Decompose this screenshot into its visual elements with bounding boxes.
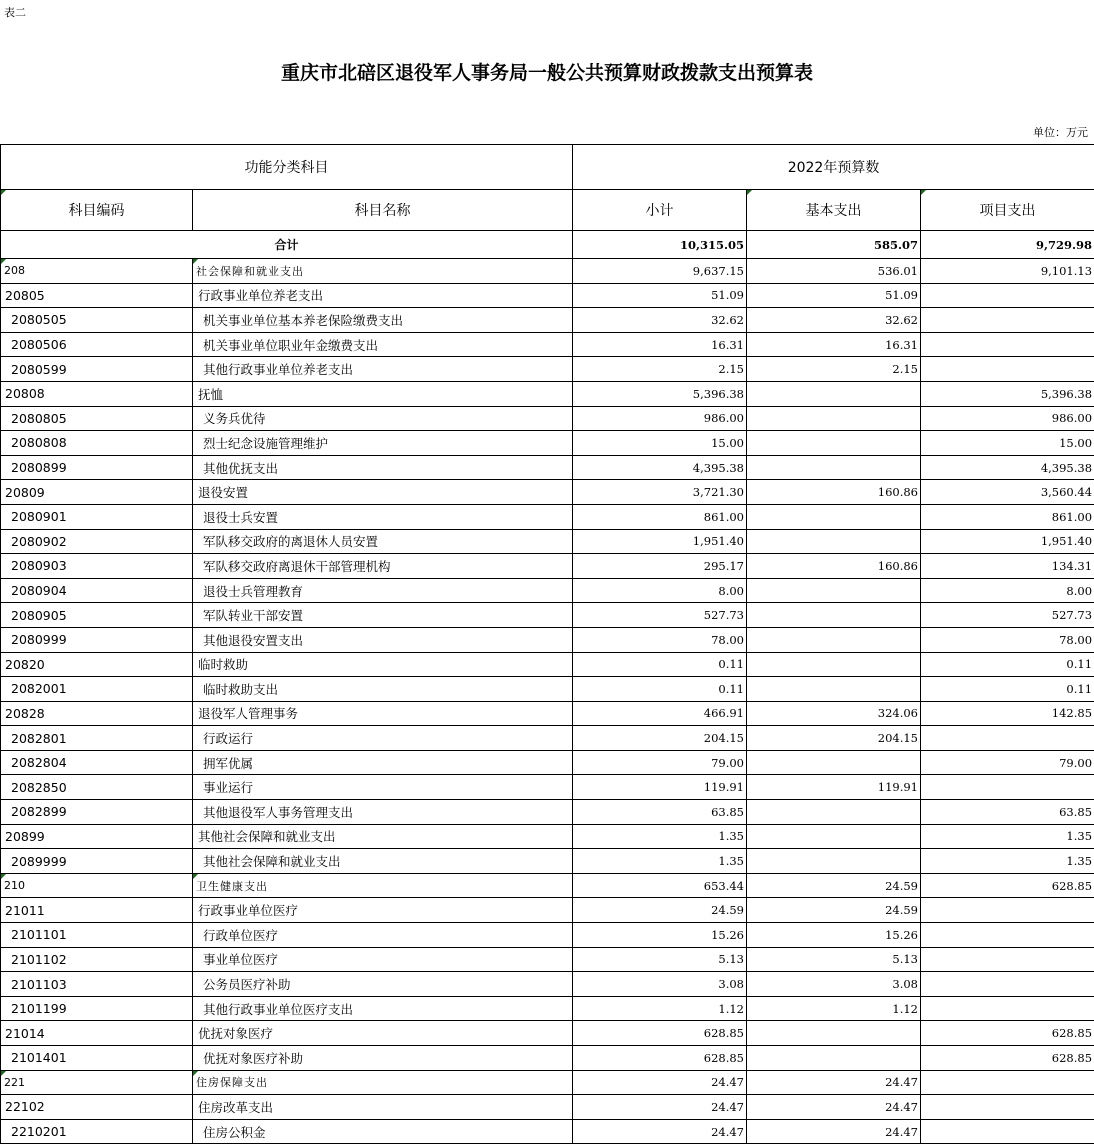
row-code: 221 [1, 1070, 193, 1095]
row-name: 临时救助 [193, 652, 573, 677]
row-basic: 24.47 [747, 1070, 921, 1095]
table-row [1, 504, 1094, 529]
table-row [1, 726, 1094, 751]
row-code: 210 [1, 873, 193, 898]
row-basic: 2.15 [747, 357, 921, 382]
row-basic: 3.08 [747, 972, 921, 997]
header-basic: 基本支出 [747, 190, 921, 231]
row-subtotal: 24.59 [573, 898, 747, 923]
row-basic [747, 578, 921, 603]
table-row [1, 381, 1094, 406]
row-name: 义务兵优待 [193, 406, 573, 431]
row-project: 8.00 [921, 578, 1094, 603]
table-row [1, 898, 1094, 923]
row-code: 2101199 [1, 996, 193, 1021]
row-basic [747, 677, 921, 702]
row-project: 63.85 [921, 800, 1094, 825]
row-name: 退役士兵安置 [193, 504, 573, 529]
row-project [921, 996, 1094, 1021]
row-project [921, 332, 1094, 357]
row-project [921, 1119, 1094, 1144]
row-code: 2101401 [1, 1046, 193, 1071]
header-project: 项目支出 [921, 190, 1094, 231]
row-subtotal: 1.35 [573, 849, 747, 874]
row-name: 其他行政事业单位医疗支出 [193, 996, 573, 1021]
row-subtotal: 4,395.38 [573, 455, 747, 480]
row-subtotal: 32.62 [573, 308, 747, 333]
row-name: 其他优抚支出 [193, 455, 573, 480]
table-row [1, 554, 1094, 579]
row-basic: 32.62 [747, 308, 921, 333]
row-code: 20899 [1, 824, 193, 849]
row-project: 5,396.38 [921, 381, 1094, 406]
row-name: 其他社会保障和就业支出 [193, 824, 573, 849]
row-code: 20828 [1, 701, 193, 726]
row-basic: 51.09 [747, 283, 921, 308]
table-row [1, 259, 1094, 284]
table-row [1, 1021, 1094, 1046]
row-subtotal: 3,721.30 [573, 480, 747, 505]
row-code: 2101101 [1, 923, 193, 948]
row-code: 20820 [1, 652, 193, 677]
row-project [921, 357, 1094, 382]
row-basic: 24.59 [747, 873, 921, 898]
total-basic: 585.07 [747, 231, 921, 259]
row-subtotal: 1.12 [573, 996, 747, 1021]
table-row [1, 701, 1094, 726]
row-basic: 16.31 [747, 332, 921, 357]
row-basic: 1.12 [747, 996, 921, 1021]
row-project [921, 775, 1094, 800]
row-code: 2080808 [1, 431, 193, 456]
row-project: 628.85 [921, 1021, 1094, 1046]
row-subtotal: 51.09 [573, 283, 747, 308]
row-basic [747, 800, 921, 825]
row-name: 其他社会保障和就业支出 [193, 849, 573, 874]
row-subtotal: 63.85 [573, 800, 747, 825]
row-name: 其他退役安置支出 [193, 627, 573, 652]
table-row [1, 406, 1094, 431]
row-basic [747, 1046, 921, 1071]
row-basic: 204.15 [747, 726, 921, 751]
row-subtotal: 24.47 [573, 1070, 747, 1095]
row-code: 2082850 [1, 775, 193, 800]
row-name: 公务员医疗补助 [193, 972, 573, 997]
row-subtotal: 295.17 [573, 554, 747, 579]
row-subtotal: 119.91 [573, 775, 747, 800]
row-code: 21014 [1, 1021, 193, 1046]
row-subtotal: 0.11 [573, 677, 747, 702]
row-code: 2080805 [1, 406, 193, 431]
row-subtotal: 8.00 [573, 578, 747, 603]
table-row [1, 1046, 1094, 1071]
row-subtotal: 861.00 [573, 504, 747, 529]
table-row [1, 480, 1094, 505]
table-row [1, 824, 1094, 849]
row-code: 2080899 [1, 455, 193, 480]
row-project: 0.11 [921, 652, 1094, 677]
row-basic: 24.47 [747, 1095, 921, 1120]
row-basic: 15.26 [747, 923, 921, 948]
row-name: 机关事业单位职业年金缴费支出 [193, 332, 573, 357]
row-name: 拥军优属 [193, 750, 573, 775]
row-basic: 5.13 [747, 947, 921, 972]
header-row-group [1, 145, 1094, 190]
row-code: 20809 [1, 480, 193, 505]
header-row-columns [1, 190, 1094, 231]
row-subtotal: 9,637.15 [573, 259, 747, 284]
document-label: 表二 [4, 6, 26, 19]
total-row [1, 231, 1094, 259]
row-name: 行政运行 [193, 726, 573, 751]
row-name: 其他行政事业单位养老支出 [193, 357, 573, 382]
row-project: 628.85 [921, 1046, 1094, 1071]
row-subtotal: 0.11 [573, 652, 747, 677]
row-subtotal: 1,951.40 [573, 529, 747, 554]
table-row [1, 1070, 1094, 1095]
row-name: 临时救助支出 [193, 677, 573, 702]
row-subtotal: 78.00 [573, 627, 747, 652]
row-name: 烈士纪念设施管理维护 [193, 431, 573, 456]
row-project: 142.85 [921, 701, 1094, 726]
row-project: 861.00 [921, 504, 1094, 529]
row-subtotal: 3.08 [573, 972, 747, 997]
row-subtotal: 653.44 [573, 873, 747, 898]
row-name: 退役安置 [193, 480, 573, 505]
row-name: 事业运行 [193, 775, 573, 800]
row-project: 79.00 [921, 750, 1094, 775]
row-subtotal: 986.00 [573, 406, 747, 431]
budget-table [0, 144, 1094, 1144]
row-code: 2080599 [1, 357, 193, 382]
row-project: 9,101.13 [921, 259, 1094, 284]
row-name: 机关事业单位基本养老保险缴费支出 [193, 308, 573, 333]
row-code: 21011 [1, 898, 193, 923]
table-row [1, 627, 1094, 652]
table-row [1, 849, 1094, 874]
row-project [921, 1070, 1094, 1095]
row-name: 优抚对象医疗补助 [193, 1046, 573, 1071]
row-code: 2082801 [1, 726, 193, 751]
table-row [1, 357, 1094, 382]
row-project [921, 923, 1094, 948]
row-basic [747, 381, 921, 406]
total-subtotal: 10,315.05 [573, 231, 747, 259]
table-row [1, 996, 1094, 1021]
row-name: 住房公积金 [193, 1119, 573, 1144]
row-name: 退役军人管理事务 [193, 701, 573, 726]
row-subtotal: 204.15 [573, 726, 747, 751]
row-code: 208 [1, 259, 193, 284]
row-project [921, 972, 1094, 997]
total-project: 9,729.98 [921, 231, 1094, 259]
table-row [1, 332, 1094, 357]
row-name: 其他退役军人事务管理支出 [193, 800, 573, 825]
row-name: 住房保障支出 [193, 1070, 573, 1095]
row-basic [747, 603, 921, 628]
row-project [921, 898, 1094, 923]
row-project [921, 947, 1094, 972]
total-label: 合计 [1, 231, 573, 259]
row-code: 2210201 [1, 1119, 193, 1144]
row-subtotal: 2.15 [573, 357, 747, 382]
row-project: 628.85 [921, 873, 1094, 898]
row-basic: 160.86 [747, 554, 921, 579]
table-row [1, 529, 1094, 554]
header-budget-year: 2022年预算数 [573, 145, 1094, 190]
table-row [1, 923, 1094, 948]
row-basic [747, 504, 921, 529]
row-name: 事业单位医疗 [193, 947, 573, 972]
row-name: 优抚对象医疗 [193, 1021, 573, 1046]
row-subtotal: 628.85 [573, 1046, 747, 1071]
table-row [1, 308, 1094, 333]
row-subtotal: 16.31 [573, 332, 747, 357]
table-row [1, 873, 1094, 898]
header-name: 科目名称 [193, 190, 573, 231]
row-project [921, 308, 1094, 333]
row-project: 986.00 [921, 406, 1094, 431]
table-row [1, 431, 1094, 456]
row-code: 2080904 [1, 578, 193, 603]
row-code: 2089999 [1, 849, 193, 874]
table-row [1, 283, 1094, 308]
row-name: 住房改革支出 [193, 1095, 573, 1120]
table-row [1, 1095, 1094, 1120]
row-basic [747, 455, 921, 480]
row-subtotal: 5,396.38 [573, 381, 747, 406]
row-code: 2080901 [1, 504, 193, 529]
row-subtotal: 1.35 [573, 824, 747, 849]
row-subtotal: 15.00 [573, 431, 747, 456]
row-name: 行政事业单位医疗 [193, 898, 573, 923]
document-title: 重庆市北碚区退役军人事务局一般公共预算财政拨款支出预算表 [280, 62, 813, 84]
table-row [1, 947, 1094, 972]
row-code: 2101103 [1, 972, 193, 997]
table-row [1, 677, 1094, 702]
row-project: 4,395.38 [921, 455, 1094, 480]
row-subtotal: 15.26 [573, 923, 747, 948]
row-project [921, 283, 1094, 308]
row-project: 78.00 [921, 627, 1094, 652]
row-code: 22102 [1, 1095, 193, 1120]
row-subtotal: 24.47 [573, 1095, 747, 1120]
row-project: 134.31 [921, 554, 1094, 579]
row-project: 15.00 [921, 431, 1094, 456]
header-subtotal: 小计 [573, 190, 747, 231]
row-subtotal: 628.85 [573, 1021, 747, 1046]
row-name: 军队移交政府离退休干部管理机构 [193, 554, 573, 579]
row-basic: 24.47 [747, 1119, 921, 1144]
table-row [1, 578, 1094, 603]
row-subtotal: 527.73 [573, 603, 747, 628]
row-code: 2080999 [1, 627, 193, 652]
header-function-category: 功能分类科目 [1, 145, 573, 190]
table-row [1, 603, 1094, 628]
row-subtotal: 24.47 [573, 1119, 747, 1144]
table-row [1, 455, 1094, 480]
header-code: 科目编码 [1, 190, 193, 231]
row-basic [747, 627, 921, 652]
row-name: 行政单位医疗 [193, 923, 573, 948]
row-basic: 536.01 [747, 259, 921, 284]
table-row [1, 750, 1094, 775]
row-code: 20805 [1, 283, 193, 308]
row-basic: 160.86 [747, 480, 921, 505]
row-basic [747, 652, 921, 677]
row-project: 1,951.40 [921, 529, 1094, 554]
row-basic [747, 849, 921, 874]
row-subtotal: 466.91 [573, 701, 747, 726]
row-code: 2082804 [1, 750, 193, 775]
row-subtotal: 5.13 [573, 947, 747, 972]
table-row [1, 1119, 1094, 1144]
row-basic [747, 529, 921, 554]
row-code: 2080506 [1, 332, 193, 357]
row-name: 军队转业干部安置 [193, 603, 573, 628]
row-code: 2082001 [1, 677, 193, 702]
row-basic: 24.59 [747, 898, 921, 923]
row-project: 1.35 [921, 849, 1094, 874]
row-project: 527.73 [921, 603, 1094, 628]
row-code: 20808 [1, 381, 193, 406]
row-basic: 324.06 [747, 701, 921, 726]
table-row [1, 775, 1094, 800]
row-project [921, 1095, 1094, 1120]
row-basic [747, 406, 921, 431]
row-basic: 119.91 [747, 775, 921, 800]
table-row [1, 652, 1094, 677]
row-project: 1.35 [921, 824, 1094, 849]
row-code: 2101102 [1, 947, 193, 972]
row-code: 2080505 [1, 308, 193, 333]
row-name: 卫生健康支出 [193, 873, 573, 898]
row-code: 2080903 [1, 554, 193, 579]
table-row [1, 800, 1094, 825]
row-name: 退役士兵管理教育 [193, 578, 573, 603]
row-code: 2082899 [1, 800, 193, 825]
row-name: 军队移交政府的离退休人员安置 [193, 529, 573, 554]
unit-label: 单位：万元 [1033, 126, 1088, 139]
row-name: 社会保障和就业支出 [193, 259, 573, 284]
row-project [921, 726, 1094, 751]
row-subtotal: 79.00 [573, 750, 747, 775]
row-basic [747, 750, 921, 775]
row-name: 行政事业单位养老支出 [193, 283, 573, 308]
row-project: 0.11 [921, 677, 1094, 702]
row-basic [747, 431, 921, 456]
row-code: 2080902 [1, 529, 193, 554]
row-project: 3,560.44 [921, 480, 1094, 505]
table-row [1, 972, 1094, 997]
row-name: 抚恤 [193, 381, 573, 406]
row-basic [747, 824, 921, 849]
row-basic [747, 1021, 921, 1046]
row-code: 2080905 [1, 603, 193, 628]
